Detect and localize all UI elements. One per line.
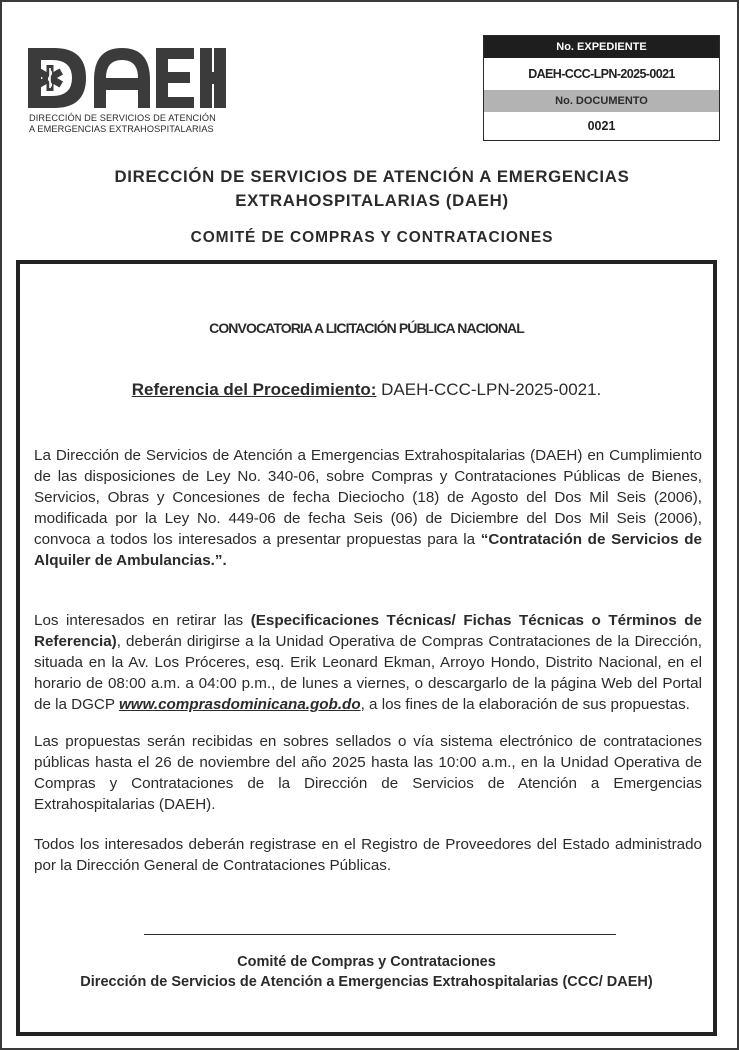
expediente-value: DAEH-CCC-LPN-2025-0021 [528,67,675,81]
daeh-logo-wordmark [28,40,228,110]
paragraph-call [34,445,702,571]
paragraph-documents-end: , a los fines de la elaboración de sus propuestas. [360,696,690,713]
paragraph-documents-intro: Los interesados en retirar las [34,612,251,629]
logo-subtitle [29,113,249,135]
notice-title: CONVOCATORIA A LICITACIÓN PÚBLICA NACIONAL [209,320,524,336]
signature-block [20,952,713,992]
signature-line2: Dirección de Servicios de Atención a Emergencias Extrahospitalarias (CCC/ DAEH) [80,974,653,990]
reference-value: DAEH-CCC-LPN-2025-0021. [381,380,602,399]
paragraph-submission: Las propuestas serán recibidas en sobres sellados o vía sistema electrónico de contrataciones públicas hasta el 26 de noviembre del año 2025 hasta las 10:00 a.m., en la Unidad Operativa de Compras y Contrataciones de la Dirección de Servicios de Atención a Emergencias Extrahospitalarias (DAEH). [34,733,702,813]
paragraph-registration: Todos los interesados deberán registrase en el Registro de Proveedores del Estado administrado por la Dirección General de Contrataciones Públicas. [34,836,702,874]
paragraph-documents-middle: , deberán dirigirse a la Unidad Operativa de Compras Contrataciones de la Dirección, situada en la Av. Los Próceres, esq. Erik Leonard Ekman, Arroyo Hondo, Distrito Nacional, en el horario de 08:00 a.m. a 04:00 p.m., de lunes a viernes, o descargarlo de la página Web del Portal de la DGCP [34,633,702,713]
notice-box [16,260,717,1036]
daeh-logo [28,40,228,140]
expediente-box [483,35,720,141]
paragraph-call-text: La Dirección de Servicios de Atención a Emergencias Extrahospitalarias (DAEH) en Cumplimiento de las disposiciones de Ley No. 340-06, sobre Compras y Contrataciones Públicas de Bienes, Servicios, Obras y Concesiones de fecha Dieciocho (18) de Agosto del Dos Mil Seis (2006), modificada por la Ley No. 449-06 de fecha Seis (06) de Diciembre del Dos Mil Seis (2006), convoca a todos los interesados a presentar propuestas para la [34,447,702,548]
reference-label: Referencia del Procedimiento: [131,380,377,399]
paragraph-documents-bold: (Especificaciones Técnicas/ Fichas Técnicas o Términos de Referencia) [34,612,702,650]
logo-subtitle-line1: DIRECCIÓN DE SERVICIOS DE ATENCIÓN [29,113,216,123]
document-value: 0021 [587,119,616,133]
signature-line1: Comité de Compras y Contrataciones [237,954,496,970]
organization-title-line2: EXTRAHOSPITALARIAS (DAEH) [235,191,509,210]
procedure-reference [20,380,713,400]
portal-link[interactable]: www.comprasdominicana.gob.do [118,696,361,713]
paragraph-documents [34,610,702,715]
organization-title [42,165,702,213]
signature-line [144,934,616,935]
document-label: No. DOCUMENTO [484,90,719,112]
committee-title: COMITÉ DE COMPRAS Y CONTRATACIONES [190,229,554,246]
tender-subject: “Contratación de Servicios de Alquiler de Ambulancias.”. [34,531,702,569]
organization-title-line1: DIRECCIÓN DE SERVICIOS DE ATENCIÓN A EMERGENCIAS [114,167,630,186]
expediente-label: No. EXPEDIENTE [484,36,719,58]
logo-subtitle-line2: A EMERGENCIAS EXTRAHOSPITALARIAS [29,124,214,134]
